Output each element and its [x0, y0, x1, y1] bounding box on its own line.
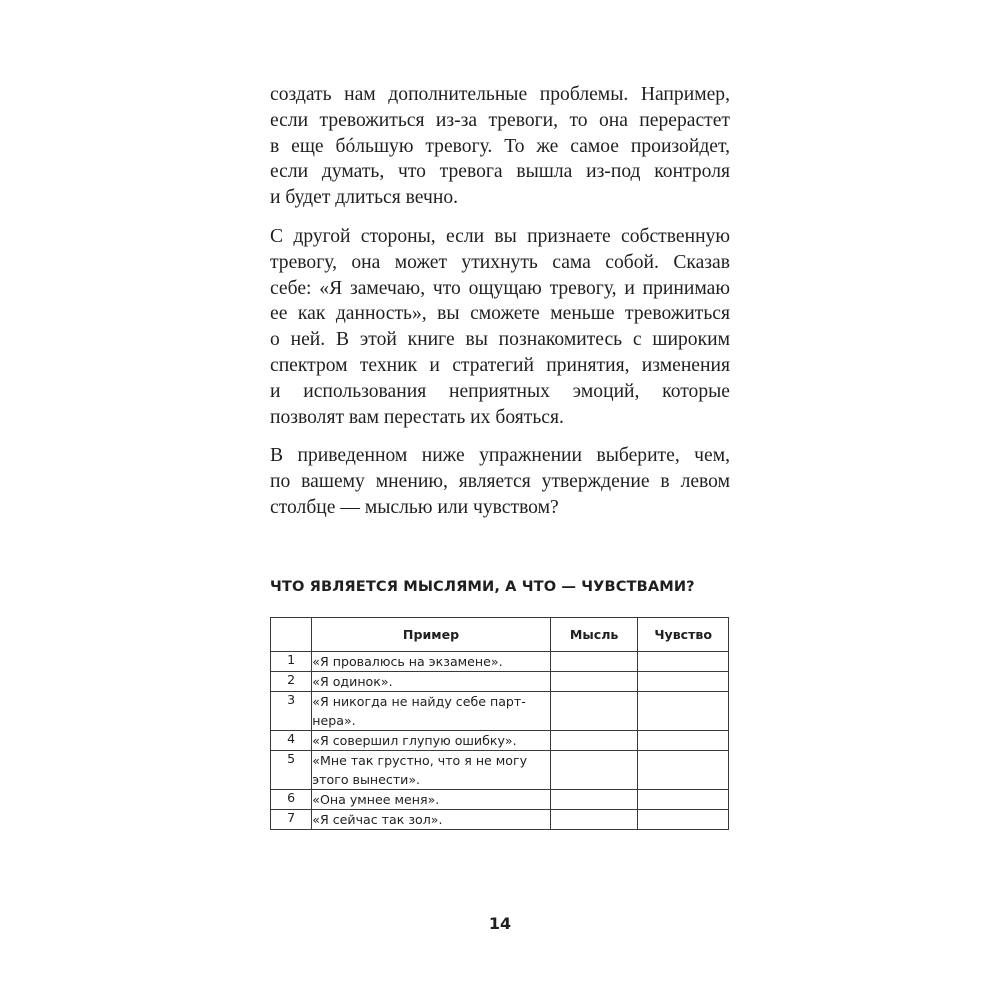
feeling-answer-cell[interactable] — [638, 672, 729, 692]
example-line: «Я никогда не найду себе парт- — [312, 694, 526, 709]
row-number: 3 — [271, 692, 312, 731]
paragraph-2 — [270, 224, 730, 430]
thought-answer-cell[interactable] — [550, 692, 638, 731]
body-text — [270, 82, 730, 521]
table-header-row — [271, 618, 729, 652]
feeling-answer-cell[interactable] — [638, 751, 729, 790]
example-line: нера». — [312, 713, 356, 728]
exercise-table — [270, 617, 729, 830]
page-number: 14 — [488, 914, 512, 933]
row-example — [312, 652, 551, 672]
example-line: «Я одинок». — [312, 674, 393, 689]
table-row — [271, 790, 729, 810]
thought-answer-cell[interactable] — [550, 810, 638, 830]
example-line: «Она умнее меня». — [312, 792, 440, 807]
example-line: этого вынести». — [312, 772, 421, 787]
text-line: столбце — мыслью или чувством? — [270, 496, 559, 518]
exercise-title: ЧТО ЯВЛЯЕТСЯ МЫСЛЯМИ, А ЧТО — ЧУВСТВАМИ? — [270, 578, 695, 595]
row-example — [312, 810, 551, 830]
thought-answer-cell[interactable] — [550, 790, 638, 810]
text-line: тревогу, она может утихнуть сама собой. Сказав — [270, 251, 730, 273]
table-row — [271, 672, 729, 692]
text-line: если думать, что тревога вышла из-под контроля — [270, 161, 730, 183]
row-number: 6 — [271, 790, 312, 810]
text-line: и использования неприятных эмоций, которые — [270, 380, 730, 402]
example-line: «Я провалюсь на экзамене». — [312, 654, 503, 669]
example-line: «Я совершил глупую ошибку». — [312, 733, 517, 748]
feeling-answer-cell[interactable] — [638, 731, 729, 751]
header-example: Пример — [312, 618, 551, 652]
text-line: ее как данность», вы сможете меньше тревожиться — [270, 303, 730, 325]
paragraph-3 — [270, 443, 730, 520]
row-number: 1 — [271, 652, 312, 672]
feeling-answer-cell[interactable] — [638, 692, 729, 731]
row-number: 5 — [271, 751, 312, 790]
text-line: С другой стороны, если вы признаете собственную — [270, 225, 730, 247]
text-line: и будет длиться вечно. — [270, 187, 459, 209]
table-row — [271, 751, 729, 790]
table-row — [271, 692, 729, 731]
feeling-answer-cell[interactable] — [638, 790, 729, 810]
text-line: В приведенном ниже упражнении выберите, чем, — [270, 445, 730, 467]
body-text-block — [270, 82, 730, 521]
row-number: 4 — [271, 731, 312, 751]
table-row — [271, 731, 729, 751]
exercise-table-body — [271, 652, 729, 830]
text-line: по вашему мнению, является утверждение в левом — [270, 471, 730, 493]
example-line: «Мне так грустно, что я не могу — [312, 753, 528, 768]
thought-answer-cell[interactable] — [550, 751, 638, 790]
text-line: о ней. В этой книге вы познакомитесь с широким — [270, 329, 730, 351]
row-example — [312, 692, 551, 731]
row-example — [312, 672, 551, 692]
text-line: себе: «Я замечаю, что ощущаю тревогу, и принимаю — [270, 277, 730, 299]
example-line: «Я сейчас так зол». — [312, 812, 443, 827]
feeling-answer-cell[interactable] — [638, 652, 729, 672]
header-feeling: Чувство — [638, 618, 729, 652]
text-line: если тревожиться из-за тревоги, то она перерастет — [270, 109, 730, 131]
feeling-answer-cell[interactable] — [638, 810, 729, 830]
row-example — [312, 751, 551, 790]
table-row — [271, 652, 729, 672]
thought-answer-cell[interactable] — [550, 672, 638, 692]
thought-answer-cell[interactable] — [550, 731, 638, 751]
table-row — [271, 810, 729, 830]
text-line: спектром техник и стратегий принятия, изменения — [270, 354, 730, 376]
text-line: позволят вам перестать их бояться. — [270, 406, 564, 428]
row-example — [312, 731, 551, 751]
header-thought: Мысль — [550, 618, 638, 652]
text-line: создать нам дополнительные проблемы. Например, — [270, 84, 730, 105]
paragraph-1 — [270, 82, 730, 211]
thought-answer-cell[interactable] — [550, 652, 638, 672]
header-number — [271, 618, 312, 652]
row-number: 2 — [271, 672, 312, 692]
row-number: 7 — [271, 810, 312, 830]
row-example — [312, 790, 551, 810]
text-line: в еще бóльшую тревогу. То же самое произойдет, — [270, 135, 730, 157]
